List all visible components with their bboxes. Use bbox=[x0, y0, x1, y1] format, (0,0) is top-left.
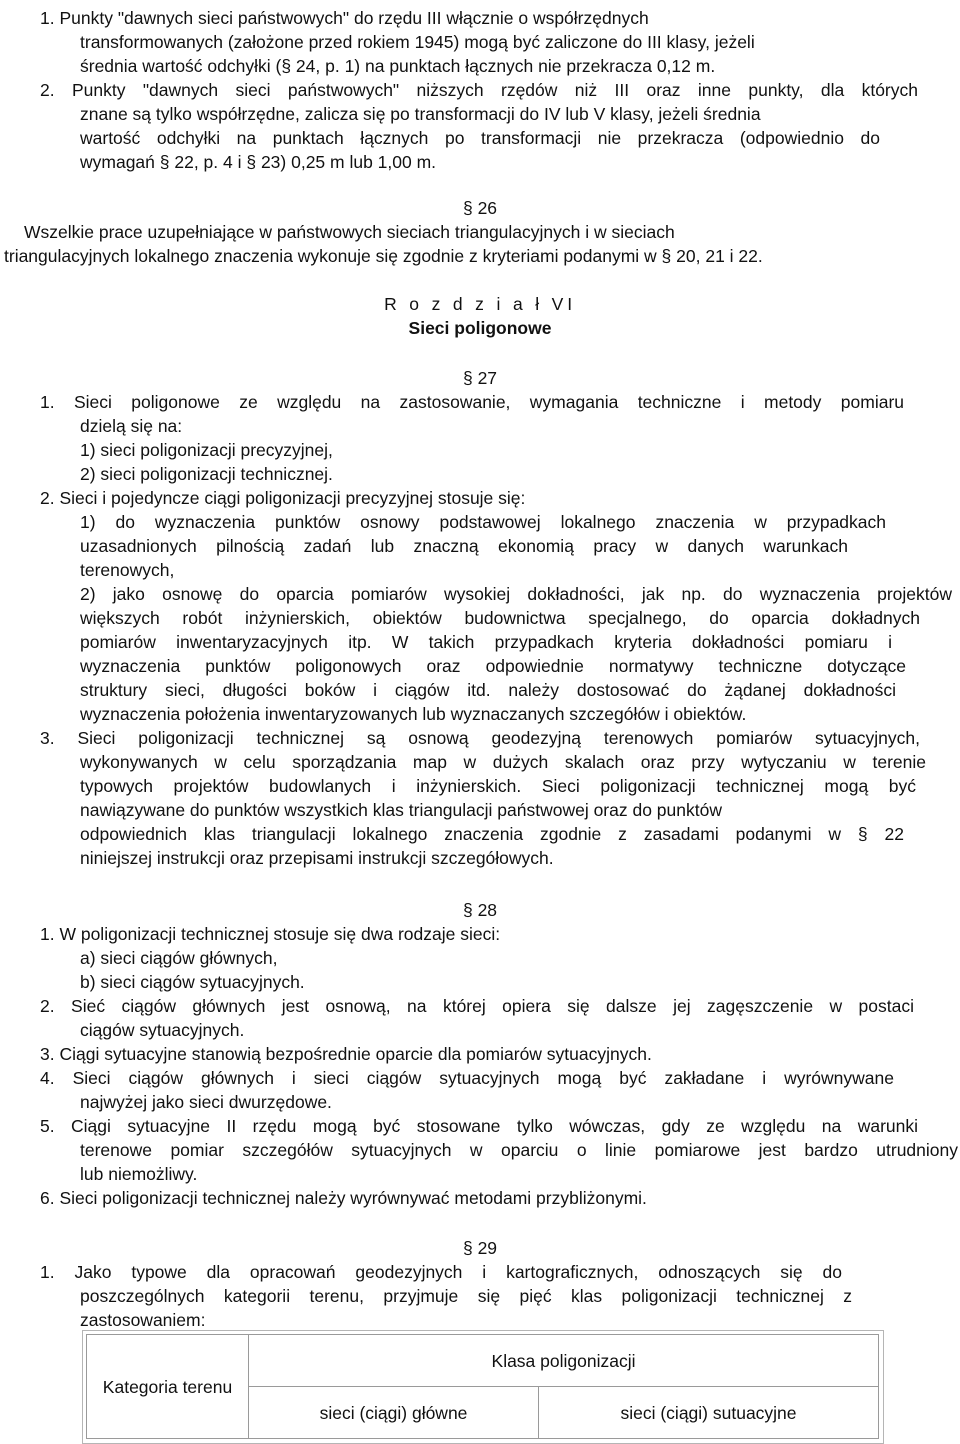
text-line: 4. Sieci ciągów głównych i sieci ciągów sytuacyjnych mogą być zakładane i wyrównywane bbox=[40, 1068, 894, 1088]
col-header-main-networks: sieci (ciągi) główne bbox=[249, 1387, 539, 1439]
col-header-terrain-category: Kategoria terenu bbox=[87, 1335, 249, 1439]
text-line: § 26 bbox=[462, 198, 498, 218]
text-line: 1) do wyznaczenia punktów osnowy podstawowej lokalnego znaczenia w przypadkach bbox=[80, 512, 886, 532]
text-line: wykonywanych w celu sporządzania map w dużych skalach oraz przy wytyczaniu w terenie bbox=[80, 752, 926, 772]
text-line: wymagań § 22, p. 4 i § 23) 0,25 m lub 1,00 m. bbox=[80, 152, 437, 172]
text-line: wyznaczenia punktów poligonowych oraz odpowiednie normatywy techniczne dotyczące bbox=[80, 656, 906, 676]
text-line: wyznaczenia położenia inwentaryzowanych lub wyznaczanych szczegółów i obiektów. bbox=[80, 704, 747, 724]
text-line: typowych projektów budowlanych i inżynierskich. Sieci poligonizacji technicznej mogą być bbox=[80, 776, 916, 796]
text-line: 2) jako osnowę do oparcia pomiarów wysokiej dokładności, jak np. do wyznaczenia projektów bbox=[80, 584, 952, 604]
text-line: dzielą się na: bbox=[80, 416, 183, 436]
text-line: b) sieci ciągów sytuacyjnych. bbox=[80, 972, 305, 992]
text-line: § 29 bbox=[462, 1238, 498, 1258]
polygon-class-table bbox=[86, 1334, 879, 1439]
text-line: 2. Sieć ciągów głównych jest osnową, na której opiera się dalsze jej zagęszczenie w postaci bbox=[40, 996, 914, 1016]
text-line: 1. Punkty "dawnych sieci państwowych" do rzędu III włącznie o współrzędnych bbox=[40, 8, 649, 28]
group-header-polygon-class: Klasa poligonizacji bbox=[249, 1335, 879, 1387]
text-line: poszczególnych kategorii terenu, przyjmuje się pięć klas poligonizacji technicznej z bbox=[80, 1286, 852, 1306]
text-line: większych robót inżynierskich, obiektów budownictwa specjalnego, do oparcia dokładnych bbox=[80, 608, 920, 628]
text-line: 6. Sieci poligonizacji technicznej należy wyrównywać metodami przybliżonymi. bbox=[40, 1188, 647, 1208]
text-line: 1. Sieci poligonowe ze względu na zastosowanie, wymagania techniczne i metody pomiaru bbox=[40, 392, 904, 412]
col-header-situational-networks: sieci (ciągi) sutuacyjne bbox=[539, 1387, 879, 1439]
text-line: § 27 bbox=[462, 368, 498, 388]
text-line: odpowiednich klas triangulacji lokalnego znaczenia zgodnie z zasadami podanymi w § 22 bbox=[80, 824, 904, 844]
text-line: 3. Sieci poligonizacji technicznej są osnową geodezyjną terenowych pomiarów sytuacyjnych, bbox=[40, 728, 920, 748]
text-line: struktury sieci, długości boków i ciągów itd. należy dostosować do żądanej dokładności bbox=[80, 680, 896, 700]
text-line: Wszelkie prace uzupełniające w państwowych sieciach triangulacyjnych i w sieciach bbox=[24, 222, 675, 242]
text-line: 3. Ciągi sytuacyjne stanowią bezpośrednie oparcie dla pomiarów sytuacyjnych. bbox=[40, 1044, 652, 1064]
text-line: znane są tylko współrzędne, zalicza się po transformacji do IV lub V klasy, jeżeli średnia bbox=[80, 104, 761, 124]
text-line: 1. Jako typowe dla opracowań geodezyjnych i kartograficznych, odnoszących się do bbox=[40, 1262, 842, 1282]
text-line: R o z d z i a ł VI bbox=[384, 294, 576, 314]
text-line: nawiązywane do punktów wszystkich klas triangulacji państwowej oraz do punktów bbox=[80, 800, 722, 820]
text-line: lub niemożliwy. bbox=[80, 1164, 198, 1184]
text-line: terenowe pomiar szczegółów sytuacyjnych w oparciu o linie pomiarowe jest bardzo utrudniony bbox=[80, 1140, 958, 1160]
text-line: 1. W poligonizacji technicznej stosuje się dwa rodzaje sieci: bbox=[40, 924, 501, 944]
text-line: a) sieci ciągów głównych, bbox=[80, 948, 278, 968]
text-line: triangulacyjnych lokalnego znaczenia wykonuje się zgodnie z kryteriami podanymi w § 20, 21 i 22. bbox=[4, 246, 763, 266]
text-line: zastosowaniem: bbox=[80, 1310, 206, 1330]
text-line: 5. Ciągi sytuacyjne II rzędu mogą być stosowane tylko wówczas, gdy ze względu na warunki bbox=[40, 1116, 918, 1136]
text-line: 2) sieci poligonizacji technicznej. bbox=[80, 464, 333, 484]
text-line: ciągów sytuacyjnych. bbox=[80, 1020, 245, 1040]
text-line: niniejszej instrukcji oraz przepisami instrukcji szczegółowych. bbox=[80, 848, 554, 868]
text-line: transformowanych (założone przed rokiem 1945) mogą być zaliczone do III klasy, jeżeli bbox=[80, 32, 755, 52]
text-line: pomiarów inwentaryzacyjnych itp. W takich przypadkach kryteria dokładności pomiaru i bbox=[80, 632, 892, 652]
text-line: 1) sieci poligonizacji precyzyjnej, bbox=[80, 440, 333, 460]
text-line: § 28 bbox=[462, 900, 498, 920]
text-line: terenowych, bbox=[80, 560, 175, 580]
text-line: 2. Punkty "dawnych sieci państwowych" niższych rzędów niż III oraz inne punkty, dla których bbox=[40, 80, 918, 100]
text-line: wartość odchyłki na punktach łącznych po transformacji nie przekracza (odpowiednio do bbox=[80, 128, 880, 148]
text-line: najwyżej jako sieci dwurzędowe. bbox=[80, 1092, 332, 1112]
text-line: 2. Sieci i pojedyncze ciągi poligonizacji precyzyjnej stosuje się: bbox=[40, 488, 526, 508]
text-line: Sieci poligonowe bbox=[408, 318, 552, 338]
text-line: średnia wartość odchyłki (§ 24, p. 1) na punktach łącznych nie przekracza 0,12 m. bbox=[80, 56, 716, 76]
text-line: uzasadnionych pilnością zadań lub znaczną ekonomią pracy w danych warunkach bbox=[80, 536, 848, 556]
